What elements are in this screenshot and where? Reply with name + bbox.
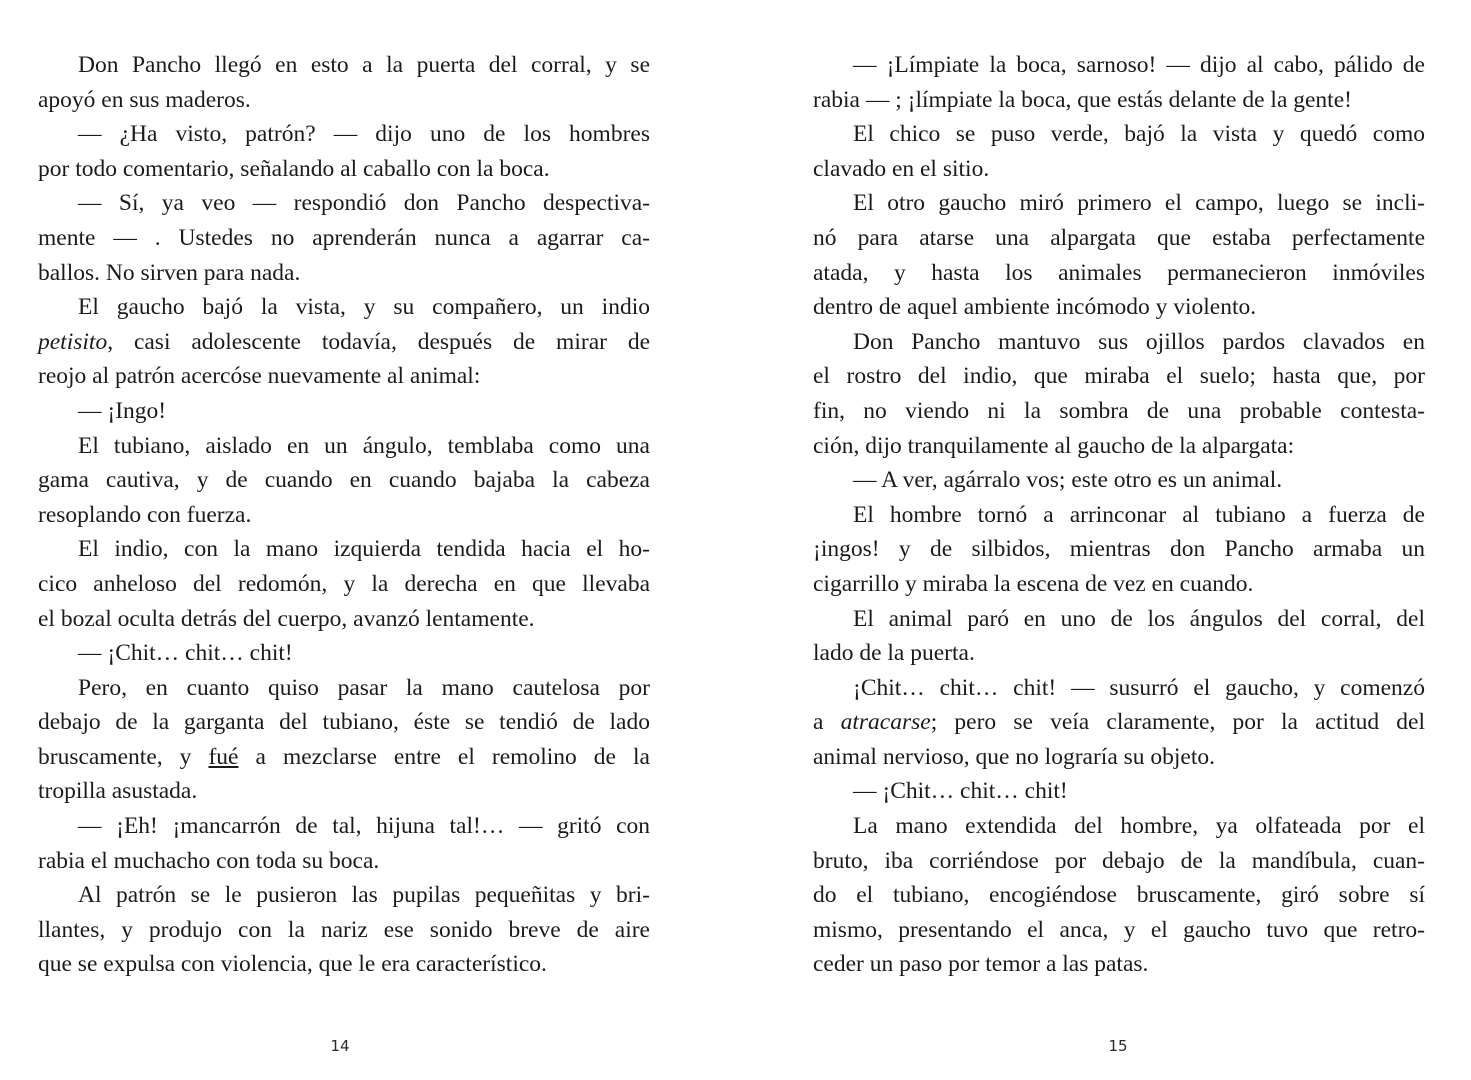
line-text: nó para atarse una alpargata que estaba perfectamente (813, 224, 1425, 251)
line-text: mismo, presentando el anca, y el gaucho tuvo que retro- (813, 916, 1425, 943)
text-line (813, 602, 1425, 637)
text-line (38, 394, 650, 429)
text-line (813, 774, 1425, 809)
line-text: Pero, en cuanto quiso pasar la mano cautelosa por (78, 674, 650, 701)
text-line (38, 325, 650, 360)
left-page-text (38, 48, 650, 982)
text-line (813, 498, 1425, 533)
text-line (38, 290, 650, 325)
text-line (38, 947, 650, 982)
line-text: — ¡Ingo! (78, 397, 167, 424)
line-text: — A ver, agárralo vos; este otro es un animal. (853, 467, 1283, 494)
line-text: rabia — ; ¡límpiate la boca, que estás delante de la gente! (813, 86, 1352, 113)
line-text: El otro gaucho miró primero el campo, luego se incli- (853, 190, 1425, 217)
line-text: resoplando con fuerza. (38, 501, 252, 528)
text-line (813, 290, 1425, 325)
text-line (38, 567, 650, 602)
line-text: cico anheloso del redomón, y la derecha en que llevaba (38, 570, 650, 597)
line-text: El animal paró en uno de los ángulos del corral, del (853, 605, 1425, 632)
text-line (38, 429, 650, 464)
line-text: dentro de aquel ambiente incómodo y violento. (813, 294, 1257, 321)
text-line (38, 532, 650, 567)
line-text: — ¿Ha visto, patrón? — dijo uno de los hombres (78, 121, 650, 148)
text-line (38, 83, 650, 118)
text-line (38, 636, 650, 671)
line-text: ceder un paso por temor a las patas. (813, 951, 1149, 978)
text-line (813, 705, 1425, 740)
line-text: clavado en el sitio. (813, 155, 990, 182)
line-text: El indio, con la mano izquierda tendida hacia el ho- (78, 536, 650, 563)
text-line (813, 532, 1425, 567)
line-text: que se expulsa con violencia, que le era característico. (38, 951, 547, 978)
text-line (813, 48, 1425, 83)
text-line (38, 152, 650, 187)
line-text: fin, no viendo ni la sombra de una probable contesta- (813, 397, 1425, 424)
line-text: tropilla asustada. (38, 778, 198, 805)
line-text: — ¡Límpiate la boca, sarnoso! — dijo al cabo, pálido de (853, 52, 1425, 78)
text-line (813, 186, 1425, 221)
line-text: atada, y hasta los animales permanecieron inmóviles (813, 259, 1425, 286)
text-line (813, 463, 1425, 498)
text-line (813, 152, 1425, 187)
line-text: ¡Chit… chit… chit! — susurró el gaucho, y comenzó (853, 674, 1425, 701)
line-text: animal nervioso, que no lograría su objeto. (813, 743, 1216, 770)
text-line (813, 636, 1425, 671)
text-line (38, 878, 650, 913)
line-text: gama cautiva, y de cuando en cuando bajaba la cabeza (38, 467, 650, 494)
text-line (813, 567, 1425, 602)
line-text: ción, dijo tranquilamente al gaucho de la alpargata: (813, 432, 1295, 459)
line-text: El tubiano, aislado en un ángulo, temblaba como una (78, 432, 650, 459)
text-line (38, 602, 650, 637)
line-text: a (813, 709, 841, 736)
text-line (38, 913, 650, 948)
text-line (813, 878, 1425, 913)
line-text: bruscamente, y (38, 743, 209, 770)
text-line (38, 463, 650, 498)
underlined-word: fué (208, 743, 239, 770)
line-text: ; pero se veía claramente, por la actitud del (930, 709, 1425, 736)
line-text: El gaucho bajó la vista, y su compañero, un indio (78, 294, 650, 321)
text-line (813, 429, 1425, 464)
line-text: lado de la puerta. (813, 640, 975, 667)
text-line (38, 671, 650, 706)
text-line (38, 705, 650, 740)
line-text: reojo al patrón acercóse nuevamente al animal: (38, 363, 481, 390)
text-line (38, 117, 650, 152)
line-text: — ¡Eh! ¡mancarrón de tal, hijuna tal!… — gritó con (78, 813, 650, 840)
line-text: por todo comentario, señalando al caballo con la boca. (38, 155, 550, 182)
text-line (813, 359, 1425, 394)
line-text: — ¡Chit… chit… chit! (78, 640, 293, 667)
line-text: debajo de la garganta del tubiano, éste se tendió de lado (38, 709, 650, 736)
text-line (38, 186, 650, 221)
text-line (38, 48, 650, 83)
italic-word: petisito (38, 328, 108, 355)
line-text: Al patrón se le pusieron las pupilas pequeñitas y bri- (78, 882, 650, 909)
text-line (38, 809, 650, 844)
right-page-text (813, 48, 1425, 982)
line-text: ballos. No sirven para nada. (38, 259, 301, 286)
line-text: rabia el muchacho con toda su boca. (38, 847, 380, 874)
line-text: El hombre tornó a arrinconar al tubiano a fuerza de (853, 501, 1425, 528)
right-page-number: 15 (1108, 1037, 1128, 1055)
left-page-number: 14 (330, 1037, 350, 1055)
text-line (813, 256, 1425, 291)
text-line (38, 844, 650, 879)
text-line (813, 325, 1425, 360)
text-line (813, 809, 1425, 844)
line-text: apoyó en sus maderos. (38, 86, 251, 113)
text-line (813, 671, 1425, 706)
text-line (38, 359, 650, 394)
line-text: El chico se puso verde, bajó la vista y quedó como (853, 121, 1425, 148)
text-line (813, 117, 1425, 152)
line-text: cigarrillo y miraba la escena de vez en cuando. (813, 570, 1254, 597)
text-line (813, 740, 1425, 775)
line-text: ¡ingos! y de silbidos, mientras don Pancho armaba un (813, 536, 1425, 563)
italic-word: atracarse (840, 709, 931, 736)
text-line (38, 498, 650, 533)
text-line (38, 221, 650, 256)
line-text: La mano extendida del hombre, ya olfateada por el (853, 813, 1425, 840)
line-text: — ¡Chit… chit… chit! (853, 778, 1068, 805)
line-text: a mezclarse entre el remolino de la (238, 743, 650, 770)
text-line (813, 394, 1425, 429)
text-line (38, 774, 650, 809)
line-text: , casi adolescente todavía, después de mirar de (107, 328, 650, 355)
text-line (38, 256, 650, 291)
text-line (813, 83, 1425, 118)
text-line (38, 740, 650, 775)
line-text: — Sí, ya veo — respondió don Pancho despectiva- (78, 190, 650, 217)
line-text: el rostro del indio, que miraba el suelo; hasta que, por (813, 363, 1425, 390)
line-text: Don Pancho mantuvo sus ojillos pardos clavados en (853, 328, 1425, 355)
text-line (813, 913, 1425, 948)
text-line (813, 947, 1425, 982)
text-line (813, 844, 1425, 879)
text-line (813, 221, 1425, 256)
line-text: el bozal oculta detrás del cuerpo, avanzó lentamente. (38, 605, 535, 632)
line-text: bruto, iba corriéndose por debajo de la mandíbula, cuan- (813, 847, 1425, 874)
line-text: Don Pancho llegó en esto a la puerta del corral, y se (78, 52, 650, 78)
line-text: do el tubiano, encogiéndose bruscamente, giró sobre sí (813, 882, 1425, 909)
line-text: llantes, y produjo con la nariz ese sonido breve de aire (38, 916, 650, 943)
line-text: mente — . Ustedes no aprenderán nunca a agarrar ca- (38, 224, 650, 251)
